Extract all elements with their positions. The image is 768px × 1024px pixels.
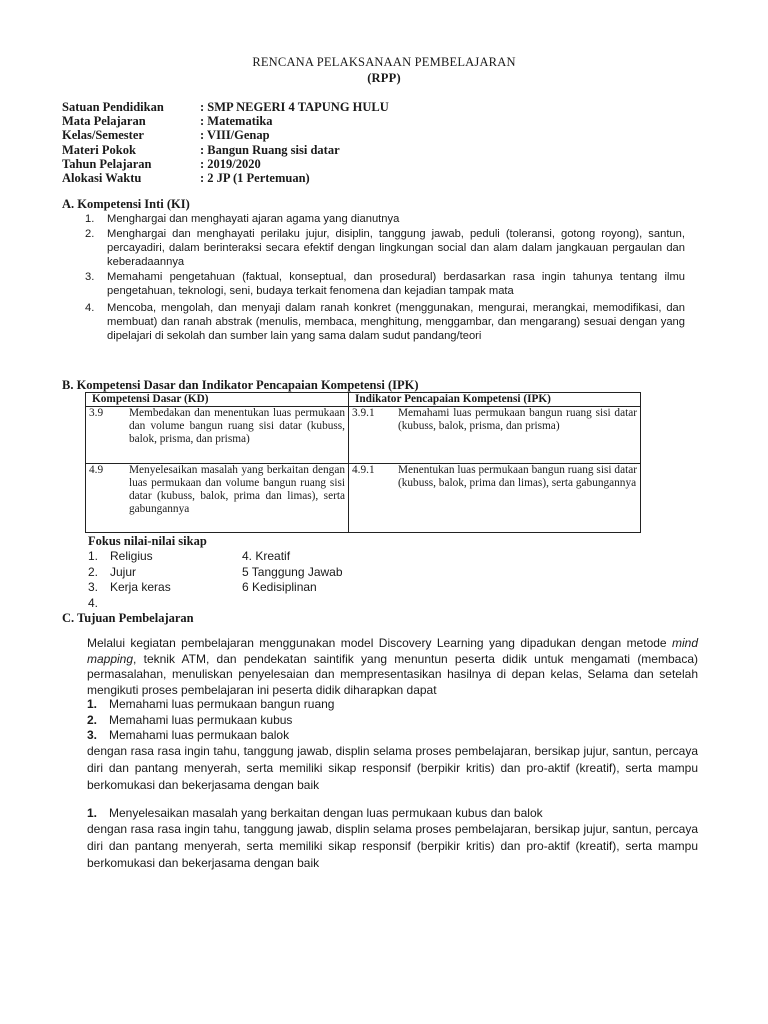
list-text: 4. Kreatif xyxy=(242,549,291,563)
identity-row xyxy=(62,171,389,185)
list-item xyxy=(87,806,543,821)
list-item xyxy=(88,580,343,596)
identity-row xyxy=(62,143,389,157)
list-item xyxy=(85,212,685,227)
list-item xyxy=(85,227,685,270)
kd-text: Menyelesaikan masalah yang berkaitan dengan luas permukaan dan volume bangun ruang sisi datar (kubuss, balok, prima dan limas), serta gabungannya xyxy=(129,464,345,516)
kd-text: Membedakan dan menentukan luas permukaan dan volume bangun ruang sisi datar (kubuss, balok, prisma, dan prisma) xyxy=(129,407,345,446)
list-item xyxy=(87,697,334,712)
identity-label: Alokasi Waktu xyxy=(62,170,142,185)
table-header-kd: Kompetensi Dasar (KD) xyxy=(86,393,349,407)
list-item xyxy=(87,713,292,728)
table-row xyxy=(86,407,641,464)
list-text: Jujur xyxy=(110,564,137,579)
list-item xyxy=(88,549,343,565)
list-item xyxy=(85,301,685,344)
list-text: Menghargai dan menghayati perilaku jujur, disiplin, tanggung jawab, peduli (toleransi, gotong royong), santun, percayadiri, dalam berinteraksi secara efektif dengan lingkungan social dan alam dalam jangkauan pergaulan dan keberadaannya xyxy=(107,227,685,268)
list-text: 6 Kedisiplinan xyxy=(242,580,317,594)
ipk-number: 3.9.1 xyxy=(352,407,375,420)
document-subtitle: (RPP) xyxy=(367,71,401,85)
table-header-row xyxy=(86,393,641,407)
document-title: RENCANA PELAKSANAAN PEMBELAJARAN xyxy=(252,55,516,69)
ipk-cell xyxy=(349,407,641,464)
list-number: 3. xyxy=(87,728,98,742)
list-number: 2. xyxy=(85,227,95,240)
identity-label: Satuan Pendidikan xyxy=(62,100,164,114)
identity-value: : 2 JP (1 Pertemuan) xyxy=(200,170,310,185)
identity-label: Mata Pelajaran xyxy=(62,114,146,129)
list-item xyxy=(88,596,343,612)
list-number: 4. xyxy=(85,301,95,314)
identity-block xyxy=(62,100,389,185)
list-number: 1. xyxy=(88,549,99,563)
list-item xyxy=(85,270,685,301)
list-text: Memahami luas permukaan bangun ruang xyxy=(109,697,335,711)
attitude-paragraph: dengan rasa rasa ingin tahu, tanggung jawab, displin selama proses pembelajaran, bersikap jujur, santun, percaya diri dan pantang menyerah, serta memiliki sikap responsif (berpikir kritis) dan pro-aktif (kreatif), serta mampu berkomukasi dan bekerjasama dengan baik xyxy=(87,744,698,792)
tujuan-intro: Melalui kegiatan pembelajaran menggunakan model Discovery Learning yang dipadukan dengan metode mind mapping, teknik ATM, dan pendekatan saintifik yang menuntun peserta didik untuk mengamati (membaca) permasalahan, menuliskan penyelesaian dan mempresentasikan hasilnya di depan kelas, Selama dan setelah mengikuti proses pembelajaran ini peserta didik diharapkan dapat xyxy=(87,636,698,697)
list-text: Mencoba, mengolah, dan menyaji dalam ranah konkret (menggunakan, mengurai, merangkai, memodifikasi, dan membuat) dan ranah abstrak (menulis, membaca, menghitung, menggambar, dan mengarang) sesuai dengan yang dipelajari di sekolah dan sumber lain yang sama dalam sudut pandang/teori xyxy=(107,301,685,342)
ipk-text: Menentukan luas permukaan bangun ruang sisi datar (kubuss, balok, prima dan limas), serta gabungannya xyxy=(398,464,637,490)
list-text: Kerja keras xyxy=(110,580,171,594)
section-b-heading: B. Kompetensi Dasar dan Indikator Pencapaian Kompetensi (IPK) xyxy=(62,378,419,392)
ipk-cell xyxy=(349,464,641,533)
list-text: Religius xyxy=(110,549,153,563)
section-c-heading: C. Tujuan Pembelajaran xyxy=(62,611,194,625)
kd-number: 3.9 xyxy=(89,407,104,420)
list-number: 2. xyxy=(87,713,98,727)
list-text: Menghargai dan menghayati ajaran agama yang dianutnya xyxy=(107,213,400,225)
identity-label: Materi Pokok xyxy=(62,142,136,157)
list-item xyxy=(87,728,289,743)
list-text: Memahami luas permukaan balok xyxy=(109,728,290,742)
identity-label: Kelas/Semester xyxy=(62,128,144,143)
list-number: 1. xyxy=(85,213,95,225)
kd-ipk-table xyxy=(85,392,641,533)
list-number: 1. xyxy=(87,806,98,820)
identity-value: : 2019/2020 xyxy=(200,156,261,171)
ipk-text: Memahami luas permukaan bangun ruang sisi datar (kubuss, balok, prisma, dan prisma) xyxy=(398,407,637,433)
section-a-heading: A. Kompetensi Inti (KI) xyxy=(62,197,190,211)
attitude-paragraph: dengan rasa rasa ingin tahu, tanggung jawab, displin selama proses pembelajaran, bersikap jujur, santun, percaya diri dan pantang menyerah, serta memiliki sikap responsif (berpikir kritis) dan pro-aktif (kreatif), serta mampu berkomukasi dan bekerjasama dengan baik xyxy=(87,822,698,870)
identity-row xyxy=(62,100,389,114)
fokus-list xyxy=(88,549,343,611)
list-number: 3. xyxy=(88,580,99,594)
identity-row xyxy=(62,128,389,142)
kd-cell xyxy=(86,407,349,464)
kd-number: 4.9 xyxy=(89,464,104,477)
list-number: 3. xyxy=(85,270,95,283)
identity-label: Tahun Pelajaran xyxy=(62,156,152,171)
list-text: Memahami luas permukaan kubus xyxy=(109,713,293,727)
list-text: 5 Tanggung Jawab xyxy=(242,564,343,579)
ki-list xyxy=(85,212,685,343)
table-row xyxy=(86,464,641,533)
identity-value: : Bangun Ruang sisi datar xyxy=(200,142,340,157)
identity-value: : SMP NEGERI 4 TAPUNG HULU xyxy=(200,100,389,114)
list-number: 2. xyxy=(88,564,99,579)
table-header-ipk: Indikator Pencapaian Kompetensi (IPK) xyxy=(349,393,641,407)
identity-row xyxy=(62,114,389,128)
kd-cell xyxy=(86,464,349,533)
list-text: Memahami pengetahuan (faktual, konseptual, dan prosedural) berdasarkan rasa ingin tahunya tentang ilmu pengetahuan, teknologi, seni, budaya terkait fenomena dan kejadian tampak mata xyxy=(107,270,685,297)
list-item xyxy=(88,565,343,581)
identity-row xyxy=(62,157,389,171)
list-text: Menyelesaikan masalah yang berkaitan dengan luas permukaan kubus dan balok xyxy=(109,806,543,820)
list-number: 1. xyxy=(87,697,98,711)
list-number: 4. xyxy=(88,595,99,610)
ipk-number: 4.9.1 xyxy=(352,464,375,477)
fokus-heading: Fokus nilai-nilai sikap xyxy=(88,534,207,548)
identity-value: : VIII/Genap xyxy=(200,128,270,143)
identity-value: : Matematika xyxy=(200,114,273,129)
